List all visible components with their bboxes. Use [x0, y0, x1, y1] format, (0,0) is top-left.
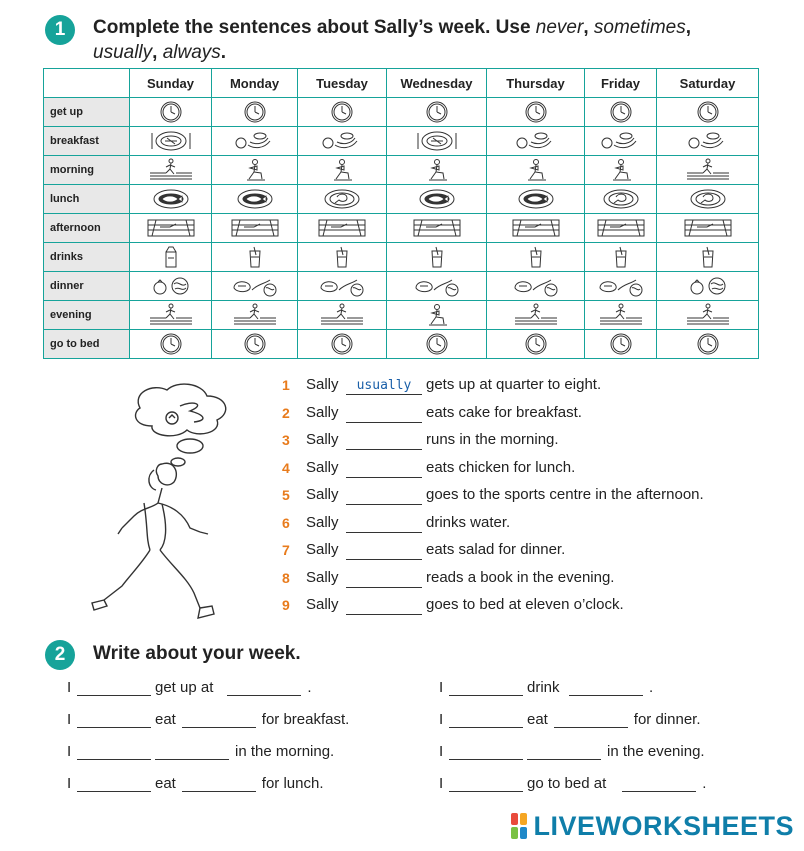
- row-label: morning: [44, 156, 130, 185]
- sentence-item: [282, 459, 752, 481]
- table-cell: [487, 98, 585, 127]
- sentence-subject: Sally: [306, 486, 339, 503]
- sentence-item: [282, 541, 752, 563]
- reading-icon: [585, 158, 656, 182]
- sentence-word: eat: [155, 711, 176, 728]
- clock-icon: [130, 100, 211, 124]
- table-cell: [298, 127, 387, 156]
- table-cell: [487, 127, 585, 156]
- reading-icon: [487, 158, 584, 182]
- sentence-item: [282, 486, 752, 508]
- logo-square: [511, 813, 518, 825]
- exercise-2-title: Write about your week.: [93, 643, 301, 664]
- table-cell: [387, 185, 487, 214]
- meat-icon: [298, 274, 386, 298]
- sentence-word: eat: [155, 775, 176, 792]
- sentence-ending: .: [649, 679, 654, 696]
- table-row: [44, 243, 759, 272]
- sentence-item: [282, 376, 752, 398]
- logo-square: [511, 827, 518, 839]
- table-corner: [44, 69, 130, 98]
- table-cell: [657, 243, 759, 272]
- sentence-word: eat: [527, 711, 548, 728]
- water-glass-icon: [657, 245, 758, 269]
- table-cell: [387, 214, 487, 243]
- sentence-ending: for breakfast.: [261, 711, 350, 728]
- writing-line: [439, 711, 769, 733]
- sentence-pronoun: I: [439, 775, 444, 792]
- salad-icon: [130, 274, 211, 298]
- pool-icon: [585, 216, 656, 240]
- answer-blank[interactable]: [155, 743, 229, 760]
- runner-icon: [130, 158, 211, 182]
- day-header: Friday: [585, 69, 657, 98]
- chicken-plate-icon: [298, 187, 386, 211]
- answer-blank[interactable]: [77, 743, 151, 760]
- table-cell: [212, 214, 298, 243]
- table-cell: [212, 185, 298, 214]
- water-glass-icon: [585, 245, 656, 269]
- runner-icon: [212, 303, 297, 327]
- sentence-pronoun: I: [439, 679, 444, 696]
- table-cell: [212, 301, 298, 330]
- sentence-text: goes to bed at eleven o’clock.: [426, 596, 624, 613]
- logo-square: [520, 813, 527, 825]
- table-cell: [130, 243, 212, 272]
- table-cell: [298, 301, 387, 330]
- table-cell: [212, 243, 298, 272]
- logo-text: LIVEWORKSHEETS: [533, 810, 794, 841]
- table-row: [44, 272, 759, 301]
- clock-icon: [387, 100, 486, 124]
- clock-icon: [657, 332, 758, 356]
- sentence-number: 4: [282, 459, 290, 476]
- sentence-word: go to bed at: [527, 775, 607, 792]
- fruit-icon: [487, 129, 584, 153]
- runner-icon: [585, 303, 656, 327]
- clock-icon: [298, 332, 386, 356]
- sentence-text: runs in the morning.: [426, 431, 559, 448]
- table-cell: [298, 243, 387, 272]
- answer-blank[interactable]: [449, 711, 523, 728]
- answer-blank[interactable]: usually: [346, 378, 422, 395]
- table-cell: [657, 272, 759, 301]
- answer-blank[interactable]: [346, 543, 422, 560]
- sentence-word: get up at: [155, 679, 214, 696]
- writing-line: [439, 743, 769, 765]
- fruit-icon: [585, 129, 656, 153]
- clock-icon: [585, 100, 656, 124]
- clock-icon: [585, 332, 656, 356]
- table-cell: [387, 156, 487, 185]
- table-cell: [487, 243, 585, 272]
- table-cell: [657, 98, 759, 127]
- table-cell: [487, 330, 585, 359]
- answer-blank[interactable]: [569, 679, 643, 696]
- fish-plate-icon: [487, 187, 584, 211]
- runner-icon: [130, 303, 211, 327]
- row-label: breakfast: [44, 127, 130, 156]
- table-cell: [657, 301, 759, 330]
- runner-icon: [657, 303, 758, 327]
- table-cell: [657, 330, 759, 359]
- logo-square: [520, 827, 527, 839]
- runner-icon: [298, 303, 386, 327]
- table-row: [44, 156, 759, 185]
- pool-icon: [130, 216, 211, 240]
- table-cell: [585, 330, 657, 359]
- writing-line: [67, 679, 397, 701]
- clock-icon: [130, 332, 211, 356]
- liveworksheets-logo: [511, 811, 794, 841]
- table-cell: [387, 272, 487, 301]
- table-cell: [298, 98, 387, 127]
- table-cell: [212, 156, 298, 185]
- chicken-plate-icon: [657, 187, 758, 211]
- day-header: Sunday: [130, 69, 212, 98]
- table-cell: [387, 330, 487, 359]
- sentence-text: gets up at quarter to eight.: [426, 376, 602, 393]
- answer-blank[interactable]: [449, 679, 523, 696]
- clock-icon: [298, 100, 386, 124]
- table-cell: [585, 214, 657, 243]
- water-glass-icon: [387, 245, 486, 269]
- answer-blank[interactable]: [77, 679, 151, 696]
- clock-icon: [212, 332, 297, 356]
- table-cell: [585, 98, 657, 127]
- weekly-schedule-table: [43, 68, 759, 359]
- salad-icon: [657, 274, 758, 298]
- table-cell: [487, 214, 585, 243]
- answer-blank[interactable]: [346, 461, 422, 478]
- meat-icon: [487, 274, 584, 298]
- table-cell: [130, 98, 212, 127]
- pool-icon: [487, 216, 584, 240]
- sentence-item: [282, 514, 752, 536]
- day-header: Wednesday: [387, 69, 487, 98]
- answer-blank[interactable]: [346, 488, 422, 505]
- table-cell: [387, 98, 487, 127]
- table-cell: [585, 127, 657, 156]
- row-label: lunch: [44, 185, 130, 214]
- answer-blank[interactable]: [77, 775, 151, 792]
- table-cell: [212, 272, 298, 301]
- sentence-item: [282, 404, 752, 426]
- water-glass-icon: [298, 245, 386, 269]
- reading-icon: [212, 158, 297, 182]
- table-cell: [298, 272, 387, 301]
- water-glass-icon: [212, 245, 297, 269]
- logo-icon: [511, 813, 527, 839]
- sentence-word: drink: [527, 679, 560, 696]
- table-cell: [657, 214, 759, 243]
- reading-icon: [298, 158, 386, 182]
- table-cell: [487, 156, 585, 185]
- fruit-icon: [212, 129, 297, 153]
- table-cell: [130, 127, 212, 156]
- clock-icon: [387, 332, 486, 356]
- meat-icon: [387, 274, 486, 298]
- sentence-pronoun: I: [67, 775, 72, 792]
- reading-icon: [387, 158, 486, 182]
- day-header: Tuesday: [298, 69, 387, 98]
- sentence-ending: in the morning.: [235, 743, 335, 760]
- table-cell: [585, 243, 657, 272]
- row-label: evening: [44, 301, 130, 330]
- running-girl-illustration: [62, 378, 252, 628]
- water-glass-icon: [487, 245, 584, 269]
- sentence-ending: for dinner.: [633, 711, 701, 728]
- sentence-ending: .: [307, 679, 312, 696]
- table-cell: [585, 185, 657, 214]
- fruit-icon: [298, 129, 386, 153]
- sentence-number: 6: [282, 514, 290, 531]
- table-cell: [298, 214, 387, 243]
- row-label: afternoon: [44, 214, 130, 243]
- answer-blank[interactable]: [554, 711, 628, 728]
- row-label: dinner: [44, 272, 130, 301]
- table-cell: [487, 185, 585, 214]
- day-header: Monday: [212, 69, 298, 98]
- table-cell: [298, 156, 387, 185]
- answer-blank[interactable]: [449, 775, 523, 792]
- row-label: go to bed: [44, 330, 130, 359]
- sentence-pronoun: I: [439, 743, 444, 760]
- sentence-subject: Sally: [306, 513, 339, 531]
- fish-plate-icon: [212, 187, 297, 211]
- table-cell: [212, 330, 298, 359]
- sentence-number: 9: [282, 597, 290, 613]
- sentence-text: drinks water.: [426, 513, 511, 531]
- sentence-text: reads a book in the evening.: [426, 568, 615, 586]
- sentence-number: 5: [282, 487, 290, 503]
- fish-plate-icon: [130, 187, 211, 211]
- table-row: [44, 98, 759, 127]
- answer-blank[interactable]: [346, 516, 422, 533]
- table-cell: [585, 156, 657, 185]
- sentence-number: 8: [282, 569, 290, 586]
- sentence-number: 1: [282, 377, 290, 393]
- clock-icon: [212, 100, 297, 124]
- sentence-ending: in the evening.: [607, 743, 705, 760]
- answer-blank[interactable]: [227, 679, 301, 696]
- runner-icon: [487, 303, 584, 327]
- answer-blank[interactable]: [182, 775, 256, 792]
- day-header: Saturday: [657, 69, 759, 98]
- table-cell: [387, 127, 487, 156]
- pool-icon: [298, 216, 386, 240]
- meat-icon: [585, 274, 656, 298]
- chicken-plate-icon: [585, 187, 656, 211]
- pool-icon: [387, 216, 486, 240]
- table-cell: [657, 185, 759, 214]
- answer-blank[interactable]: [346, 571, 422, 588]
- sentence-ending: .: [702, 775, 707, 792]
- sentence-number: 3: [282, 432, 290, 448]
- fruit-icon: [657, 129, 758, 153]
- carton-icon: [130, 245, 211, 269]
- table-cell: [130, 185, 212, 214]
- table-cell: [130, 214, 212, 243]
- sentence-item: [282, 431, 752, 453]
- day-header: Thursday: [487, 69, 585, 98]
- answer-blank[interactable]: [346, 406, 422, 423]
- table-row: [44, 185, 759, 214]
- row-label: drinks: [44, 243, 130, 272]
- sentence-text: eats chicken for lunch.: [426, 458, 576, 476]
- sentence-subject: Sally: [306, 403, 339, 421]
- sentence-item: [282, 596, 752, 618]
- answer-blank[interactable]: [77, 711, 151, 728]
- table-cell: [487, 272, 585, 301]
- sentence-pronoun: I: [67, 711, 72, 728]
- sentence-pronoun: I: [67, 679, 72, 696]
- table-row: [44, 127, 759, 156]
- sentence-subject: Sally: [306, 568, 339, 586]
- sentence-text: goes to the sports centre in the afternoon.: [426, 486, 704, 503]
- table-cell: [130, 272, 212, 301]
- fish-plate-icon: [387, 187, 486, 211]
- writing-line: [67, 775, 397, 797]
- sentence-pronoun: I: [67, 743, 72, 760]
- table-row: [44, 214, 759, 243]
- answer-blank[interactable]: [346, 598, 422, 615]
- answer-blank[interactable]: [449, 743, 523, 760]
- table-cell: [130, 301, 212, 330]
- row-label: get up: [44, 98, 130, 127]
- answer-blank[interactable]: [182, 711, 256, 728]
- table-row: [44, 330, 759, 359]
- sentence-subject: Sally: [306, 541, 339, 558]
- sentence-item: [282, 569, 752, 591]
- meat-icon: [212, 274, 297, 298]
- table-cell: [130, 156, 212, 185]
- table-cell: [487, 301, 585, 330]
- sentence-subject: Sally: [306, 596, 339, 613]
- clock-icon: [657, 100, 758, 124]
- table-cell: [212, 127, 298, 156]
- writing-line: [67, 743, 397, 765]
- exercise-1-title: Complete the sentences about Sally’s week. Use never, sometimes, usually, always.: [93, 17, 692, 63]
- exercise-2-badge: 2: [45, 640, 75, 670]
- cake-plate-icon: [387, 129, 486, 153]
- sentence-number: 2: [282, 404, 290, 421]
- table-cell: [585, 272, 657, 301]
- writing-line: [439, 775, 769, 797]
- table-cell: [298, 330, 387, 359]
- table-header-row: [44, 69, 759, 98]
- table-cell: [657, 156, 759, 185]
- table-row: [44, 301, 759, 330]
- answer-blank[interactable]: [622, 775, 696, 792]
- writing-line: [439, 679, 769, 701]
- answer-blank[interactable]: [346, 433, 422, 450]
- sentence-ending: for lunch.: [261, 775, 324, 792]
- sentence-text: eats cake for breakfast.: [426, 403, 582, 421]
- table-cell: [657, 127, 759, 156]
- sentence-subject: Sally: [306, 376, 339, 393]
- clock-icon: [487, 332, 584, 356]
- reading-icon: [387, 303, 486, 327]
- sentence-number: 7: [282, 542, 290, 558]
- sentence-subject: Sally: [306, 458, 339, 476]
- sentence-text: eats salad for dinner.: [426, 541, 566, 558]
- table-cell: [387, 301, 487, 330]
- cake-plate-icon: [130, 129, 211, 153]
- pool-icon: [657, 216, 758, 240]
- table-cell: [585, 301, 657, 330]
- runner-icon: [657, 158, 758, 182]
- exercise-1-badge: 1: [45, 15, 75, 45]
- pool-icon: [212, 216, 297, 240]
- table-cell: [130, 330, 212, 359]
- sentence-subject: Sally: [306, 431, 339, 448]
- table-cell: [387, 243, 487, 272]
- table-cell: [298, 185, 387, 214]
- table-cell: [212, 98, 298, 127]
- answer-blank[interactable]: [527, 743, 601, 760]
- writing-line: [67, 711, 397, 733]
- sentence-pronoun: I: [439, 711, 444, 728]
- clock-icon: [487, 100, 584, 124]
